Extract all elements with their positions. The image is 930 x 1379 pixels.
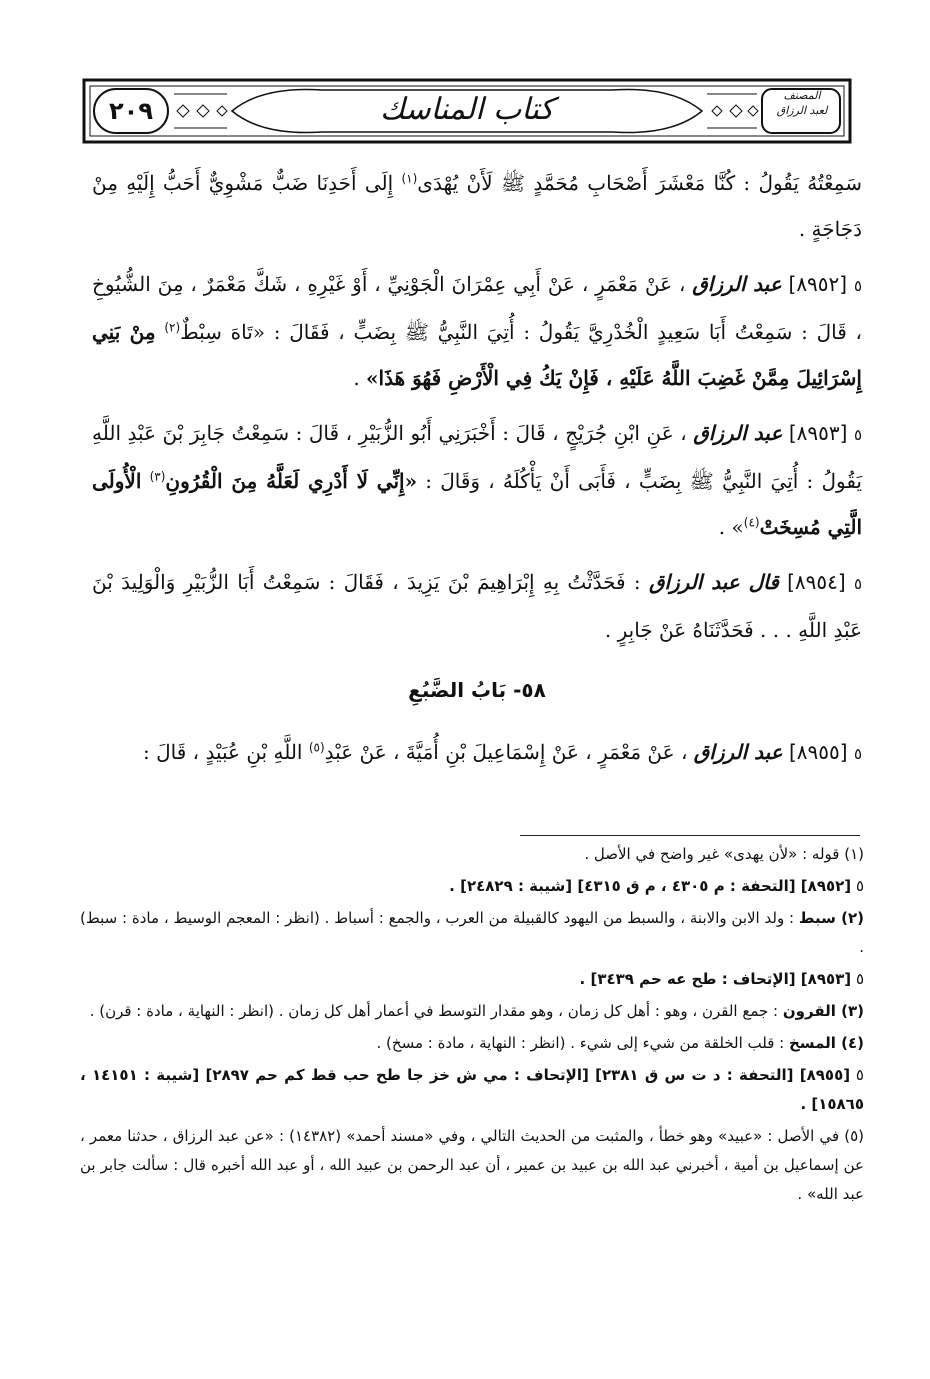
hadith-text: الْأُولَى الَّتِي مُسِخَتْ — [92, 469, 862, 539]
page-number: ٢٠٩ — [109, 97, 153, 125]
hadith-8955: ٥ [٨٩٥٥] عبد الرزاق ، عَنْ مَعْمَرٍ ، عَنْ إِسْمَاعِيلَ بْنِ أُمَيَّةَ ، عَنْ عَبْدِ$^{(٥)}$ اللَّهِ بْنِ عُبَيْدٍ ، قَالَ : — [143, 740, 862, 764]
logo-line-2: لعبد الرزاق — [776, 104, 828, 117]
footnote-ref-2: (٢) — [164, 320, 181, 335]
hadith-text: مِنْ بَنِي إِسْرَائِيلَ مِمَّنْ غَضِبَ اللَّهُ عَلَيْهِ ، فَإِنْ يَكُ فِي الْأَرْضِ فَهُوَ هَذَا» — [92, 320, 862, 390]
hadith-marker: ٥ — [853, 575, 863, 593]
source-note-8953: ٥ [٨٩٥٣] [الإتحاف : طح عه حم ٣٤٣٩] . — [579, 970, 864, 988]
hadith-number: [٨٩٥٢] — [788, 272, 848, 296]
hadith-8952: ٥ [٨٩٥٢] عبد الرزاق ، عَنْ مَعْمَرٍ ، عَنْ أَبِي عِمْرَانَ الْجَوْنِيِّ ، أَوْ غَيْرِهِ ، شَكَّ مَعْمَرٌ ، مِنَ الشُّيُوخِ ، قَالَ : سَمِعْتُ أَبَا سَعِيدٍ الْخُدْرِيَّ يَقُولُ : أُتِيَ النَّبِيُّ ﷺ بِضَبٍّ ، فَقَالَ : «تَاهَ سِبْطٌ$^{(٢)}$ مِنْ بَنِي إِسْرَائِيلَ مِمَّنْ غَضِبَ اللَّهُ عَلَيْهِ ، فَإِنْ يَكُ فِي الْأَرْضِ فَهُوَ هَذَا» . — [92, 272, 863, 390]
footnote-ref-1: (١) — [401, 171, 418, 186]
paragraph-continuation: سَمِعْتُهُ يَقُولُ : كُنَّا مَعْشَرَ أَصْحَابِ مُحَمَّدٍ ﷺ لَأَنْ يُهْدَى$^{(١)}$ إِلَى أَحَدِنَا ضَبٌّ مَشْوِيٌّ أَحَبُّ إِلَيْهِ مِنْ دَجَاجَةٍ . — [92, 171, 863, 241]
hadith-number: [٨٩٥٥] — [788, 740, 848, 764]
chapter-heading: ٥٨- بَابُ الضَّبُعِ — [408, 678, 546, 702]
narrator-name: قال عبد الرزاق — [648, 570, 779, 594]
footnote-3: (٣) القرون : جمع القرن ، وهو : أهل كل زمان ، وهو مقدار التوسط في أعمار أهل كل زمان . (انظر : النهاية ، مادة : قرن) . — [89, 1002, 864, 1020]
hadith-marker: ٥ — [853, 745, 862, 763]
footnote-5: (٥) في الأصل : «عبيد» وهو خطأ ، والمثبت من الحديث التالي ، وفي «مسند أحمد» (١٤٣٨٢) : «عن عبد الرزاق ، حدثنا معمر ، عن إسماعيل بن أمية ، أخبرني عبد الله بن عبيد بن عمير ، أن عبد الرحمن بن عبيد الله ، أو عبد الله أخبره قال : سألت جابر بن عبد الله» . — [80, 1127, 864, 1203]
book-title: كتاب المناسك — [380, 92, 554, 127]
hadith-number: [٨٩٥٤] — [787, 570, 846, 594]
narrator-name: عبد الرزاق — [693, 740, 783, 764]
narrator-name: عبد الرزاق — [693, 421, 783, 445]
footnote-ref-3: (٣) — [149, 469, 166, 484]
source-note-8952: ٥ [٨٩٥٢] [التحفة : م ٤٣٠٥ ، م ق ٤٣١٥] [شيبة : ٢٤٨٢٩] . — [449, 877, 864, 895]
footnote-4: (٤) المسخ : قلب الخلقة من شيء إلى شيء . (انظر : النهاية ، مادة : مسخ) . — [376, 1034, 864, 1052]
footnotes — [80, 840, 864, 1212]
source-note-8955: ٥ [٨٩٥٥] [التحفة : د ت س ق ٢٣٨١] [الإتحاف : مي ش خز جا طح حب قط كم حم ٢٨٩٧] [شيبة : ١٤١٥١ ، ١٥٨٦٥] . — [80, 1066, 864, 1113]
footnote-divider — [520, 835, 860, 836]
hadith-number: [٨٩٥٣] — [788, 421, 848, 445]
footnote-ref-5: (٥) — [308, 740, 325, 755]
hadith-marker: ٥ — [853, 277, 863, 295]
hadith-8953: ٥ [٨٩٥٣] عبد الرزاق ، عَنِ ابْنِ جُرَيْجٍ ، قَالَ : أَخْبَرَنِي أَبُو الزُّبَيْرِ ، قَالَ : سَمِعْتُ جَابِرَ بْنَ عَبْدِ اللَّهِ يَقُولُ : أُتِيَ النَّبِيُّ ﷺ بِضَبٍّ ، فَأَبَى أَنْ يَأْكُلَهُ ، وَقَالَ : «إِنِّي لَا أَدْرِي لَعَلَّهُ مِنَ الْقُرُونِ$^{(٣)}$ الْأُولَى الَّتِي مُسِخَتْ$^{(٤)}$» . — [92, 421, 863, 539]
logo-line-1: المصنف — [783, 89, 821, 102]
footnote-1: (١) قوله : «لأن يهدى» غير واضح في الأصل . — [584, 845, 864, 863]
footnote-ref-4: (٤) — [743, 515, 760, 530]
main-text — [92, 160, 862, 786]
hadith-8954: ٥ [٨٩٥٤] قال عبد الرزاق : فَحَدَّثْتُ بِهِ إِبْرَاهِيمَ بْنَ يَزِيدَ ، فَقَالَ : سَمِعْتُ أَبَا الزُّبَيْرِ وَالْوَلِيدَ بْنَ عَبْدِ اللَّهِ . . . فَحَدَّثَنَاهُ عَنْ جَابِرٍ . — [92, 570, 863, 642]
narrator-name: عبد الرزاق — [692, 272, 782, 296]
hadith-marker: ٥ — [853, 426, 863, 444]
book-logo — [762, 88, 842, 118]
footnote-2: (٢) سبط : ولد الابن والابنة ، والسبط من اليهود كالقبيلة من العرب ، والجمع : أسباط . (انظر : المعجم الوسيط ، مادة : سبط) . — [80, 909, 864, 956]
running-header — [82, 78, 852, 144]
hadith-text: «إِنِّي لَا أَدْرِي لَعَلَّهُ مِنَ الْقُرُونِ — [165, 469, 418, 493]
